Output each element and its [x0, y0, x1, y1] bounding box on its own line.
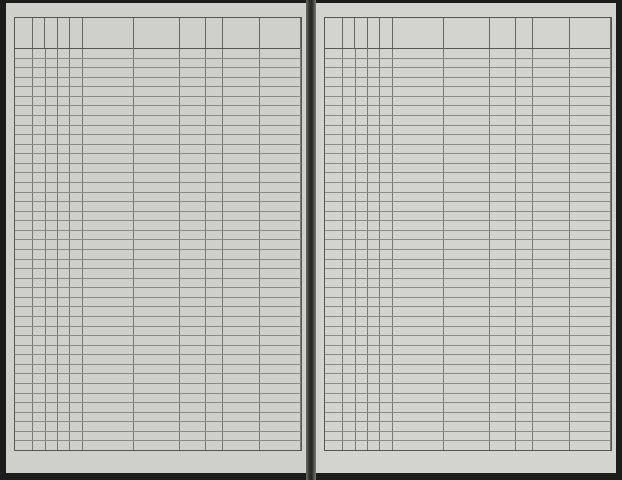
book-gutter: [306, 0, 316, 480]
census-page-right: [316, 3, 616, 473]
table-row: [15, 182, 301, 183]
table-row: [15, 326, 301, 327]
table-row: [15, 153, 301, 154]
table-row: [15, 412, 301, 413]
table-row: [15, 268, 301, 269]
table-row: [325, 115, 611, 116]
table-row: [325, 297, 611, 298]
table-row: [325, 364, 611, 365]
table-row: [325, 259, 611, 260]
table-row: [15, 421, 301, 422]
table-row: [15, 77, 301, 78]
column-header: [69, 18, 82, 49]
table-row: [325, 201, 611, 202]
column-header: [134, 18, 180, 49]
table-row: [325, 163, 611, 164]
table-row: [325, 393, 611, 394]
column-header: [32, 18, 45, 49]
table-row: [15, 163, 301, 164]
table-row: [15, 440, 301, 441]
table-row: [325, 144, 611, 145]
table-row: [15, 402, 301, 403]
table-row: [325, 96, 611, 97]
table-row: [15, 373, 301, 374]
table-row: [325, 239, 611, 240]
table-row: [15, 345, 301, 346]
table-row: [325, 412, 611, 413]
table-row: [325, 354, 611, 355]
table-row: [15, 316, 301, 317]
census-table: [324, 17, 612, 451]
column-header: [342, 18, 355, 49]
table-row: [15, 144, 301, 145]
table-row: [15, 220, 301, 221]
table-row: [15, 249, 301, 250]
table-row: [15, 192, 301, 193]
table-row: [15, 393, 301, 394]
table-row: [325, 268, 611, 269]
column-header: [82, 18, 134, 49]
census-page-left: [6, 3, 306, 473]
table-row: [325, 306, 611, 307]
table-row: [325, 326, 611, 327]
table-row: [325, 230, 611, 231]
table-row: [15, 239, 301, 240]
table-row: [325, 86, 611, 87]
table-row: [325, 335, 611, 336]
table-row: [325, 182, 611, 183]
table-row: [325, 172, 611, 173]
column-header: [355, 18, 368, 49]
table-row: [15, 306, 301, 307]
column-header: [368, 18, 380, 49]
table-row: [15, 172, 301, 173]
column-header: [222, 18, 260, 49]
table-row: [15, 115, 301, 116]
table-row: [15, 96, 301, 97]
column-header: [570, 18, 612, 49]
table-row: [325, 383, 611, 384]
table-row: [325, 287, 611, 288]
table-row: [325, 192, 611, 193]
table-row: [325, 134, 611, 135]
table-row: [15, 125, 301, 126]
table-row: [15, 230, 301, 231]
table-row: [15, 259, 301, 260]
table-row: [325, 249, 611, 250]
table-row: [15, 287, 301, 288]
column-header: [489, 18, 515, 49]
table-row: [325, 125, 611, 126]
table-row: [15, 67, 301, 68]
table-row: [325, 402, 611, 403]
column-header: [379, 18, 392, 49]
table-row: [325, 278, 611, 279]
table-row: [15, 105, 301, 106]
table-row: [15, 383, 301, 384]
table-row: [325, 440, 611, 441]
table-row: [15, 335, 301, 336]
table-row: [325, 67, 611, 68]
table-row: [15, 211, 301, 212]
table-row: [325, 316, 611, 317]
column-header: [515, 18, 533, 49]
table-row: [15, 431, 301, 432]
table-row: [15, 201, 301, 202]
column-header: [392, 18, 444, 49]
column-header: [532, 18, 570, 49]
table-row: [325, 105, 611, 106]
column-header: [205, 18, 223, 49]
table-row: [15, 134, 301, 135]
table-row: [15, 278, 301, 279]
column-header: [444, 18, 490, 49]
table-row: [325, 58, 611, 59]
table-row: [15, 364, 301, 365]
column-header: [325, 18, 343, 49]
table-row: [325, 77, 611, 78]
table-row: [325, 373, 611, 374]
column-header: [15, 18, 33, 49]
table-row: [15, 58, 301, 59]
column-header: [58, 18, 70, 49]
table-row: [15, 354, 301, 355]
column-header: [45, 18, 58, 49]
column-header: [260, 18, 302, 49]
page-footnote: [324, 453, 610, 467]
table-row: [325, 153, 611, 154]
table-row: [325, 220, 611, 221]
census-table: [14, 17, 302, 451]
column-header: [179, 18, 205, 49]
table-row: [325, 421, 611, 422]
table-row: [325, 431, 611, 432]
table-row: [15, 297, 301, 298]
page-footnote: [14, 453, 300, 467]
table-row: [325, 211, 611, 212]
table-row: [325, 345, 611, 346]
table-row: [15, 86, 301, 87]
